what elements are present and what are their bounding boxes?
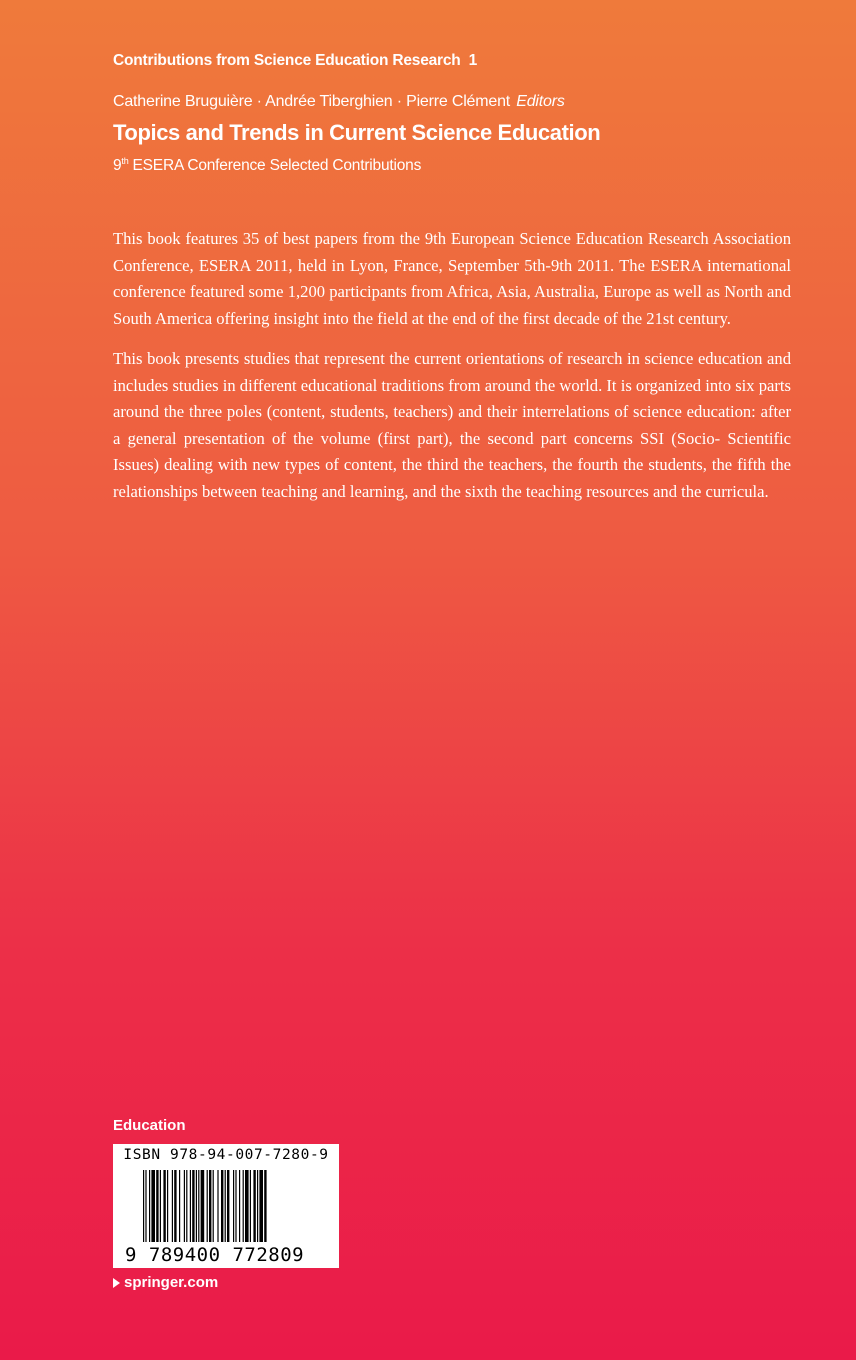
editors-role: Editors [516,93,565,110]
subject-category: Education [113,1117,186,1134]
book-title: Topics and Trends in Current Science Education [113,120,601,145]
publisher-website: springer.com [124,1274,219,1291]
book-subtitle [113,156,421,175]
barcode [113,1144,339,1268]
editors-line [113,93,565,111]
series-number: 1 [468,52,477,69]
subtitle-ordinal-suffix: th [121,156,129,166]
description-paragraph-1: This book features 35 of best papers from the 9th European Science Education Research Association Conference, ESERA 2011, held in Lyon, France, September 5th-9th 2011. The ESERA international conference featured some 1,200 participants from Africa, Asia, Australia, Europe as well as North and South America offering insight into the field at the end of the first decade of the 21st century. [113,229,791,328]
ean-digits: 9 789400 772809 [125,1244,305,1266]
isbn-label: ISBN 978-94-007-7280-9 [123,1147,329,1163]
arrow-right-icon [113,1278,120,1288]
series-title [113,52,477,70]
barcode-bars [143,1170,315,1242]
subtitle-text: ESERA Conference Selected Contributions [132,157,422,174]
description-paragraph-2: This book presents studies that represent the current orientations of research in science education and includes studies in different educational traditions from around the world. It is organized into six parts around the three poles (content, students, teachers) and their interrelations of science education: after a general presentation of the volume (first part), the second part concerns SSI (Socio- Scientific Issues) dealing with new types of content, the third the teachers, the fourth the students, the fifth the relationships between teaching and learning, and the sixth the teaching resources and the curricula. [113,349,791,501]
editors-names: Catherine Bruguière · Andrée Tiberghien · Pierre Clément [113,93,511,110]
book-description [113,226,791,519]
subtitle-ordinal: 9 [113,157,122,174]
publisher-link[interactable] [113,1274,218,1291]
series-name: Contributions from Science Education Research [113,52,461,69]
